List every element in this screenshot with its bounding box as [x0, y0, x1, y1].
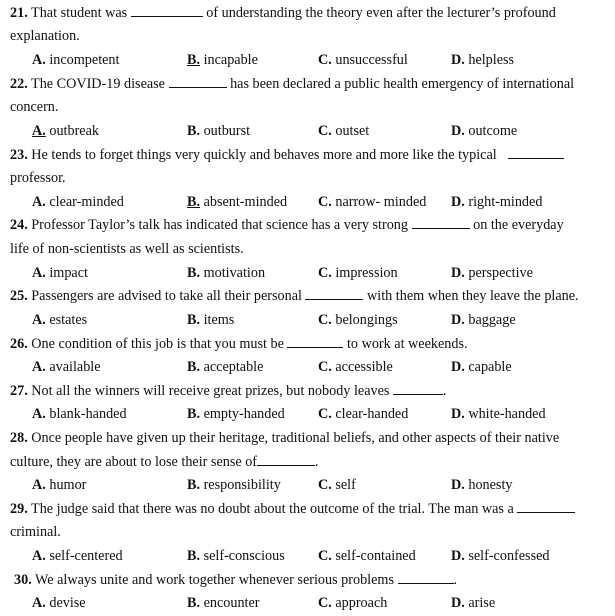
- option-b: B. motivation: [187, 265, 266, 281]
- option-b: B. acceptable: [187, 359, 264, 375]
- question-number: 27.: [10, 383, 28, 399]
- option-a: A. devise: [32, 595, 86, 611]
- answer-blank: [305, 288, 363, 300]
- question-number: 30.: [14, 572, 32, 588]
- option-d: D. outcome: [451, 123, 518, 139]
- answer-blank: [508, 147, 564, 159]
- option-b: B. items: [187, 312, 235, 328]
- answer-blank: [517, 501, 575, 513]
- option-b: B. encounter: [187, 595, 260, 611]
- option-b: B. empty-handed: [187, 406, 285, 422]
- option-b: B. absent-minded: [187, 194, 288, 210]
- answer-blank: [169, 76, 227, 88]
- option-a: A. outbreak: [32, 123, 99, 139]
- option-c: C. narrow- minded: [318, 194, 427, 210]
- option-a: A. impact: [32, 265, 88, 281]
- option-c: C. accessible: [318, 359, 393, 375]
- option-a: A. blank-handed: [32, 406, 127, 422]
- question-number: 23.: [10, 147, 28, 163]
- option-d: D. perspective: [451, 265, 533, 281]
- question-23-stem-continued: professor.: [10, 170, 66, 186]
- question-number: 24.: [10, 217, 28, 233]
- question-number: 28.: [10, 430, 28, 446]
- question-24-stem-continued: life of non-scientists as well as scientists.: [10, 241, 244, 257]
- question-29-stem: 29. The judge said that there was no doubt about the outcome of the trial. The man was a: [10, 501, 609, 518]
- option-a: A. clear-minded: [32, 194, 124, 210]
- answer-blank: [398, 572, 454, 584]
- option-d: D. right-minded: [451, 194, 543, 210]
- question-25-stem: 25. Passengers are advised to take all their personal with them when they leave the plane.: [10, 288, 579, 304]
- option-c: C. self: [318, 477, 356, 493]
- option-a: A. humor: [32, 477, 87, 493]
- option-d: D. arise: [451, 595, 496, 611]
- question-number: 26.: [10, 336, 28, 352]
- answer-blank: [412, 217, 470, 229]
- question-21-stem-continued: explanation.: [10, 28, 80, 44]
- option-d: D. white-handed: [451, 406, 546, 422]
- question-number: 21.: [10, 5, 28, 21]
- question-22-stem-continued: concern.: [10, 99, 59, 115]
- option-d: D. capable: [451, 359, 512, 375]
- question-24-stem: 24. Professor Taylor’s talk has indicated that science has a very strong on the everyday: [10, 217, 564, 233]
- question-27-stem: 27. Not all the winners will receive great prizes, but nobody leaves .: [10, 383, 447, 399]
- option-c: C. outset: [318, 123, 370, 139]
- question-number: 22.: [10, 76, 28, 92]
- option-d: D. helpless: [451, 52, 515, 68]
- question-21-stem: 21. That student was of understanding the theory even after the lecturer’s profound: [10, 5, 556, 21]
- question-23-stem: 23. He tends to forget things very quickly and behaves more and more like the typical: [10, 147, 609, 164]
- option-a: A. estates: [32, 312, 88, 328]
- option-a: A. incompetent: [32, 52, 120, 68]
- question-22-stem: 22. The COVID-19 disease has been declared a public health emergency of international: [10, 76, 575, 92]
- option-d: D. honesty: [451, 477, 513, 493]
- option-d: D. baggage: [451, 312, 516, 328]
- answer-blank: [131, 5, 203, 17]
- option-b: B. incapable: [187, 52, 258, 68]
- answer-blank: [393, 383, 443, 395]
- option-b: B. self-conscious: [187, 548, 285, 564]
- question-26-stem: 26. One condition of this job is that you must be to work at weekends.: [10, 336, 468, 352]
- question-28-stem: 28. Once people have given up their heritage, traditional beliefs, and other aspects of their native: [10, 430, 560, 446]
- option-c: C. approach: [318, 595, 388, 611]
- question-29-stem-continued: criminal.: [10, 524, 61, 540]
- option-c: C. belongings: [318, 312, 398, 328]
- option-d: D. self-confessed: [451, 548, 550, 564]
- question-30-stem: 30. We always unite and work together whenever serious problems .: [14, 572, 458, 588]
- option-c: C. impression: [318, 265, 398, 281]
- option-a: A. self-centered: [32, 548, 123, 564]
- option-c: C. unsuccessful: [318, 52, 408, 68]
- answer-blank: [287, 336, 343, 348]
- option-a: A. available: [32, 359, 101, 375]
- option-c: C. self-contained: [318, 548, 416, 564]
- answer-blank: [257, 454, 315, 466]
- question-number: 29.: [10, 501, 28, 517]
- option-b: B. responsibility: [187, 477, 281, 493]
- question-number: 25.: [10, 288, 28, 304]
- option-c: C. clear-handed: [318, 406, 409, 422]
- option-b: B. outburst: [187, 123, 251, 139]
- question-28-stem-continued: culture, they are about to lose their sense of .: [10, 454, 319, 470]
